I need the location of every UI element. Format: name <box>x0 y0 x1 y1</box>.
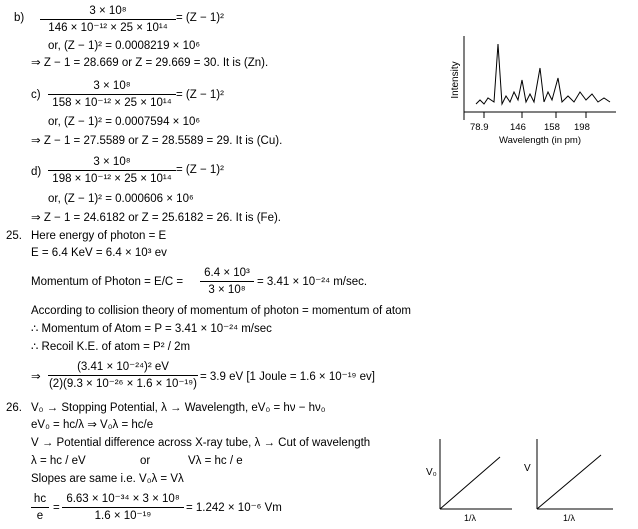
item-b-denominator: 146 × 10⁻¹² × 25 × 10¹⁴ <box>48 22 168 34</box>
q25-momentum-numerator: 6.4 × 10³ <box>204 267 250 279</box>
spectrum-tick-3: 198 <box>574 122 590 133</box>
q26-line1: V₀ → Stopping Potential, λ → Wavelength, eV₀ = hν − hν₀ <box>31 402 326 414</box>
q26-hc-fraction <box>31 492 49 523</box>
q26-equals: = <box>53 502 60 514</box>
q25-momentum-atom: ∴ Momentum of Atom = P = 3.41 × 10⁻²⁴ m/sec <box>31 323 272 335</box>
q26-value-fraction <box>62 492 184 523</box>
item-c-rhs: = (Z − 1)² <box>176 89 224 101</box>
item-d-label: d) <box>31 166 42 178</box>
spectrum-tick-0: 78.9 <box>470 122 489 133</box>
item-b-numerator: 3 × 10⁸ <box>89 5 127 17</box>
v-y-label: V <box>524 463 531 474</box>
q26-line2: eV₀ = hc/λ ⇒ V₀λ = hc/e <box>31 419 154 431</box>
q26-line4c: Vλ = hc / e <box>188 455 243 467</box>
spectrum-ticks <box>484 112 586 118</box>
q25-collision: According to collision theory of momentum of photon = momentum of atom <box>31 305 412 317</box>
q26-line3: V → Potential difference across X-ray tube, λ → Cut of wavelength <box>31 437 371 449</box>
q25-momentum-rhs: = 3.41 × 10⁻²⁴ m/sec. <box>257 276 368 288</box>
item-b-fraction <box>40 4 176 35</box>
v-graph <box>517 435 617 525</box>
q25-line2: E = 6.4 KeV = 6.4 × 10³ ev <box>31 247 167 259</box>
q25-recoil: ∴ Recoil K.E. of atom = P² / 2m <box>31 341 191 353</box>
q25-momentum-fraction <box>200 266 254 297</box>
v-x-label: 1/λ <box>562 513 576 523</box>
q26-value-rhs: = 1.242 × 10⁻⁶ Vm <box>186 502 282 514</box>
item-c-or-line: or, (Z − 1)² = 0.0007594 × 10⁶ <box>48 116 201 128</box>
q26-line4b: or <box>140 455 151 467</box>
v0-x-label: 1/λ <box>463 513 477 523</box>
item-b-or-line: or, (Z − 1)² = 0.0008219 × 10⁶ <box>48 40 201 52</box>
spectrum-y-label: Intensity <box>450 61 461 99</box>
q26-value-numerator: 6.63 × 10⁻³⁴ × 3 × 10⁸ <box>66 493 180 505</box>
spectrum-x-label: Wavelength (in pm) <box>498 135 582 146</box>
v0-line <box>440 457 500 509</box>
item-d-fraction <box>48 155 176 186</box>
item-b-label: b) <box>14 12 25 24</box>
item-b-rhs: = (Z − 1)² <box>176 12 224 24</box>
q26-value-denominator: 1.6 × 10⁻¹⁹ <box>94 510 152 522</box>
v0-graph <box>420 435 515 525</box>
item-d-denominator: 198 × 10⁻¹² × 25 × 10¹⁴ <box>52 173 172 185</box>
item-d-rhs: = (Z − 1)² <box>176 164 224 176</box>
item-d-result: ⇒ Z − 1 = 24.6182 or Z = 25.6182 = 26. It is (Fe). <box>31 212 281 224</box>
item-c-result: ⇒ Z − 1 = 27.5589 or Z = 28.5589 = 29. It is (Cu). <box>31 135 283 147</box>
spectrum-tick-1: 146 <box>510 122 526 133</box>
item-b-result: ⇒ Z − 1 = 28.669 or Z = 29.669 = 30. It is (Zn). <box>31 57 269 69</box>
item-d-or-line: or, (Z − 1)² = 0.000606 × 10⁶ <box>48 193 194 205</box>
q25-momentum-label: Momentum of Photon = E/C = <box>31 276 184 288</box>
item-c-numerator: 3 × 10⁸ <box>93 80 131 92</box>
q25-ke-denominator: (2)(9.3 × 10⁻²⁶ × 1.6 × 10⁻¹⁹) <box>48 378 198 390</box>
q26-line5: Slopes are same i.e. V₀λ = Vλ <box>31 473 184 485</box>
q25-ke-numerator: (3.41 × 10⁻²⁴)² eV <box>77 361 169 373</box>
q26-line4a: λ = hc / eV <box>31 455 86 467</box>
q25-momentum-denominator: 3 × 10⁸ <box>208 284 246 296</box>
item-c-fraction <box>48 79 176 110</box>
q26-hc-denominator: e <box>36 510 44 522</box>
q26-number: 26. <box>6 402 22 414</box>
v-line <box>537 455 601 509</box>
q26-hc-numerator: hc <box>33 493 47 505</box>
q25-line1: Here energy of photon = E <box>31 230 167 242</box>
v0-y-label: V₀ <box>426 467 437 478</box>
item-d-numerator: 3 × 10⁸ <box>93 156 131 168</box>
q25-ke-fraction <box>48 360 198 391</box>
spectrum-graph <box>440 30 630 150</box>
item-c-label: c) <box>31 89 41 101</box>
q25-arrow: ⇒ <box>31 371 41 383</box>
q25-ke-rhs: = 3.9 eV [1 Joule = 1.6 × 10⁻¹⁹ ev] <box>200 371 375 383</box>
q25-number: 25. <box>6 230 22 242</box>
spectrum-line <box>476 44 610 104</box>
item-c-denominator: 158 × 10⁻¹² × 25 × 10¹⁴ <box>52 97 172 109</box>
spectrum-tick-2: 158 <box>544 122 560 133</box>
